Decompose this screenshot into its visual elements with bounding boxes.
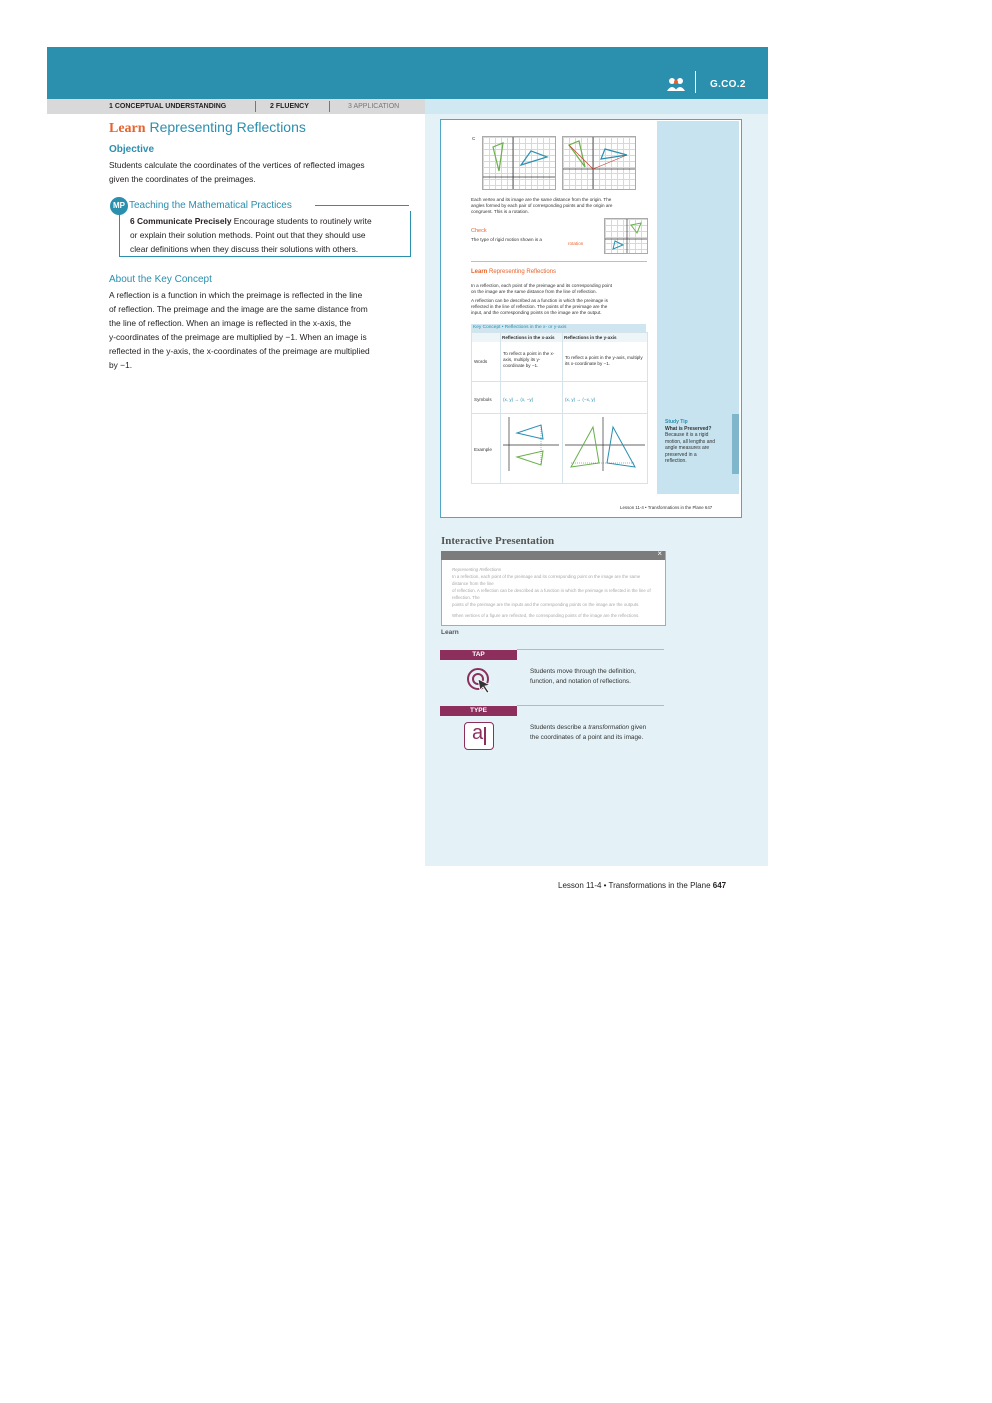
concept-text: A reflection is a function in which the preimage is reflected in the line of reflection. The preimage and the image are the same distance from the line of reflection. When an image is reflected in the x-axis, the y-coordinates of the preimage are multiplied by −1. When an image is reflected in the y-axis, the x-coordinates of the preimage are multiplied by −1. — [109, 290, 370, 370]
concept-heading: About the Key Concept — [109, 274, 212, 285]
type-description: Students describe a transformation given the coordinates of a point and its image. — [530, 724, 647, 741]
type-tag: TYPE — [440, 706, 517, 716]
phase-bar — [47, 99, 425, 114]
standard-code: G.CO.2 — [710, 79, 746, 90]
practices-heading: Teaching the Mathematical Practices — [129, 200, 292, 211]
learn-title: Learn Representing Reflections — [109, 119, 306, 136]
mp-badge-icon: MP — [110, 197, 128, 215]
thumb-key-concept-table — [471, 332, 648, 484]
phase-divider — [255, 101, 256, 112]
objective-text: Students calculate the coordinates of the vertices of reflected images given the coordinates of the preimages. — [109, 160, 365, 184]
thumb-divider — [471, 261, 647, 262]
thumb-footer: Lesson 11-4 • Transformations in the Plane 647 — [620, 505, 713, 510]
practices-rule — [315, 205, 409, 206]
presentation-titlebar — [441, 551, 665, 560]
type-rule — [517, 705, 664, 706]
thumb-rotation-text: Each vertex and its image are the same distance from the origin. The angles formed by each pair of corresponding points and the origin are congruent. This is a rotation. — [471, 197, 613, 214]
people-icon — [667, 77, 685, 91]
thumb-words-label: Words — [474, 359, 488, 364]
thumb-check-graph — [604, 218, 648, 254]
thumb-words-2: To reflect a point in the y-axis, multiply its x-coordinate by −1. — [565, 355, 643, 366]
thumb-words-1: To reflect a point in the x-axis, multiply its y-coordinate by −1. — [503, 351, 555, 368]
thumb-study-tip: Study Tip What is Preserved? Because it is a rigid motion, all lengths and angle measures are preserved in a reflection. — [665, 419, 716, 464]
thumb-check: Check — [471, 228, 487, 234]
tap-description: Students move through the definition, function, and notation of reflections. — [530, 668, 636, 685]
thumb-key-concept-bar: Key Concept • Reflections in the x- or y-axis — [471, 324, 646, 332]
tap-tag: TAP — [440, 650, 517, 660]
tap-rule — [517, 649, 664, 650]
thumbnail-margin-bar — [732, 414, 739, 474]
thumb-check-text: The type of rigid motion shown is a — [471, 237, 542, 242]
phase-3: 3 APPLICATION — [348, 103, 400, 110]
header-band — [47, 47, 768, 99]
phase-bar-fill — [425, 99, 768, 114]
thumb-example-y-axis-graph — [565, 417, 645, 471]
thumb-check-answer: rotation — [568, 241, 584, 246]
phase-1: 1 CONCEPTUAL UNDERSTANDING — [109, 103, 227, 110]
close-icon[interactable]: × — [657, 549, 662, 558]
header-divider — [695, 71, 696, 93]
thumb-col2: Reflections in the y-axis — [564, 335, 617, 340]
thumb-symbols-label: Symbols — [474, 397, 492, 402]
thumb-symbols-1: (x, y) → (x, −y) — [503, 397, 534, 402]
presentation-label: Learn — [441, 629, 459, 636]
interactive-heading: Interactive Presentation — [441, 535, 555, 547]
thumb-graph-2 — [562, 136, 636, 190]
tap-pointer-icon — [466, 667, 494, 695]
phase-2: 2 FLUENCY — [270, 103, 309, 110]
thumb-graph-1 — [482, 136, 556, 190]
thumb-learn-title: Learn Representing Reflections — [471, 269, 557, 275]
type-keyboard-icon: a — [464, 722, 494, 750]
thumb-col1: Reflections in the x-axis — [502, 335, 555, 340]
thumb-label-c: C — [472, 136, 476, 141]
page-footer: Lesson 11-4 • Transformations in the Plane 647 — [558, 881, 727, 890]
objective-heading: Objective — [109, 144, 155, 155]
practices-text: 6 Communicate Precisely Encourage students to routinely write or explain their solution methods. Point out that they should use clear definitions when they discuss their solutions with others. — [130, 216, 372, 254]
thumb-symbols-2: (x, y) → (−x, y) — [565, 397, 596, 402]
thumb-learn-text: In a reflection, each point of the preimage and its corresponding point on the image are the same distance from the line of reflection. A reflection can be described as a function in which the preimage is reflected in the line of reflection. The points of the preimage are the input, and the corresponding points on the image are the output. — [471, 283, 612, 315]
presentation-text: Representing Reflections In a reflection, each point of the preimage and its corresponding point on the image are the same distance from the line of reflection. A reflection can be described as a function in which the preimage is reflected in the line of reflection. The points of the preimage are the inputs and the corresponding points on the image are the outputs. When vertices of a figure are reflected, the corresponding points of the image are the reflections. — [452, 567, 651, 618]
thumb-example-x-axis-graph — [503, 417, 559, 471]
thumb-example-label: Example — [474, 447, 492, 452]
phase-divider — [329, 101, 330, 112]
